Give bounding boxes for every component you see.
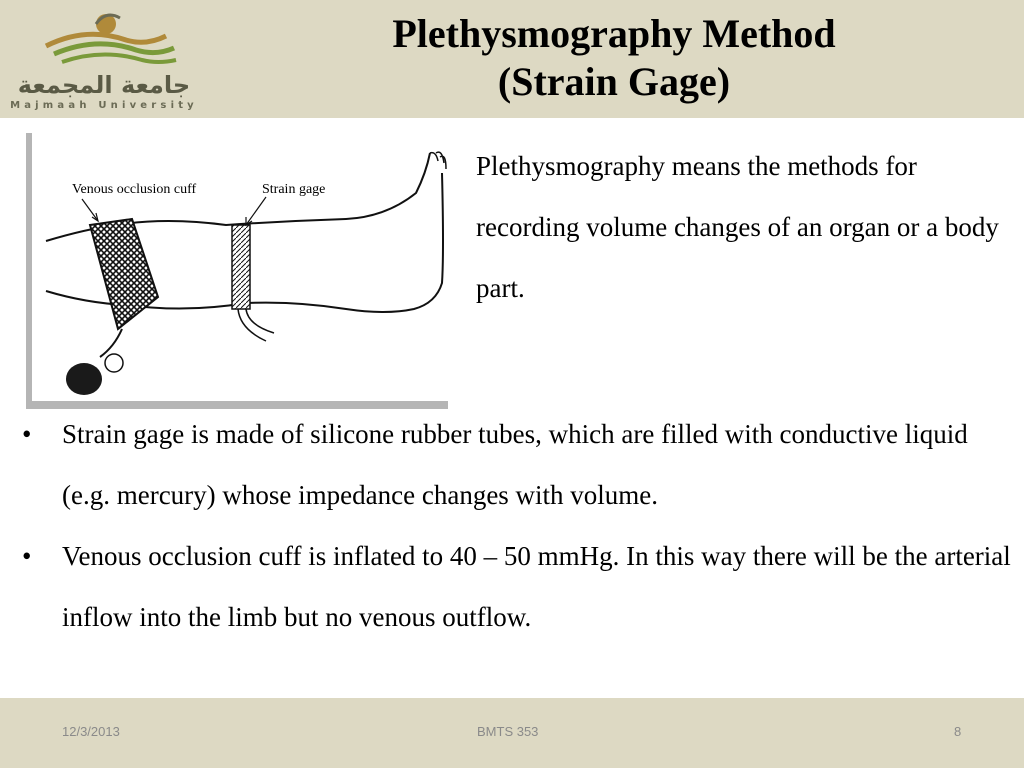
slide-title bbox=[300, 10, 928, 106]
bullet-item bbox=[22, 404, 1012, 526]
footer-course: BMTS 353 bbox=[477, 724, 539, 739]
strain-gage-wires bbox=[238, 309, 274, 341]
bullet-item bbox=[22, 526, 1012, 648]
foot-toes bbox=[430, 152, 446, 169]
title-line-2: (Strain Gage) bbox=[497, 59, 731, 104]
inflation-bulb bbox=[66, 363, 102, 395]
university-logo bbox=[6, 6, 206, 114]
venous-occlusion-cuff bbox=[90, 219, 158, 329]
bullet-marker: • bbox=[22, 419, 32, 449]
title-line-1: Plethysmography Method bbox=[392, 11, 836, 56]
bullet-text: Strain gage is made of silicone rubber tubes, which are filled with conductive liquid (e.g. mercury) whose impedance changes with volume. bbox=[62, 419, 968, 510]
strain-gage-figure bbox=[26, 133, 448, 409]
bullet-marker: • bbox=[22, 541, 32, 571]
intro-paragraph: Plethysmography means the methods for recording volume changes of an organ or a body part. bbox=[476, 151, 999, 303]
arrow-gage bbox=[246, 197, 266, 225]
strain-gage-band bbox=[232, 225, 250, 309]
frame-left-edge bbox=[26, 133, 32, 409]
label-strain-gage: Strain gage bbox=[262, 182, 326, 197]
label-venous-cuff: Venous occlusion cuff bbox=[72, 182, 197, 197]
logo-latin-text: Majmaah University bbox=[10, 100, 198, 111]
bullet-text: Venous occlusion cuff is inflated to 40 – 50 mmHg. In this way there will be the arterial inflow into the limb but no venous outflow. bbox=[62, 541, 1011, 632]
cuff-tube bbox=[100, 329, 122, 357]
footer-date: 12/3/2013 bbox=[62, 724, 120, 739]
arrow-cuff bbox=[82, 199, 98, 221]
logo-arabic-text: جامعة المجمعة bbox=[17, 71, 191, 99]
footer-page-number: 8 bbox=[954, 724, 962, 739]
book-emblem-icon bbox=[6, 6, 206, 76]
bullet-list bbox=[22, 404, 1012, 648]
pressure-gauge-icon bbox=[105, 354, 123, 372]
